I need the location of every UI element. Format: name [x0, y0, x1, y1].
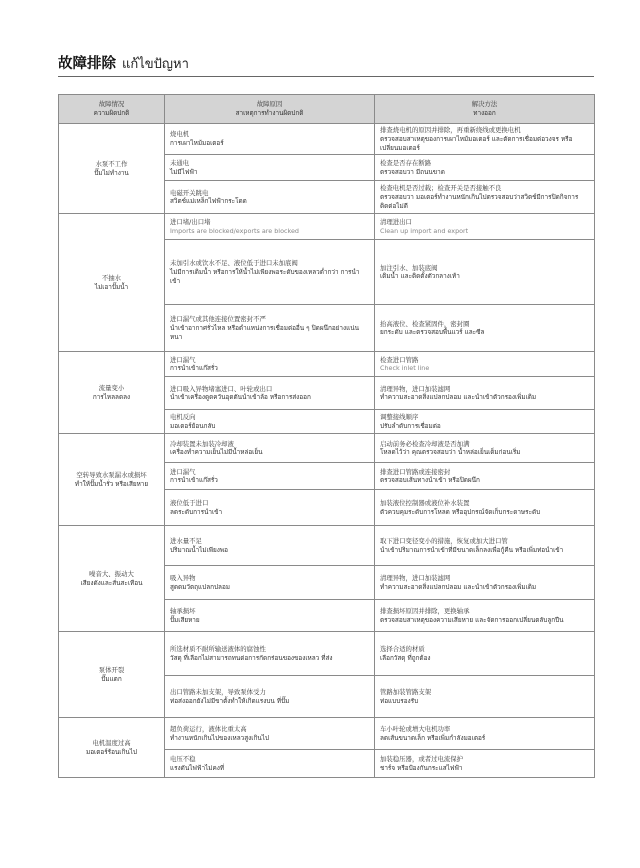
- table-row: [59, 124, 595, 155]
- solution-cell: 排查进口管路或连接密封 ตรวจสอบเส้นทางนำเข้า หรือปิดผนึก: [375, 463, 595, 490]
- cause-cell: 进口堵/出口堵 Imports are blocked/exports are blocked: [165, 214, 375, 240]
- cause-cell: 所选材质不耐所输送液体的腐蚀性 วัสดุ ที่เลือกไม่สามารถทนต่อการกัดกร่อนของของเหลว ที่ส่ง: [165, 632, 375, 676]
- solution-cell: 排查烧电机的原因并排除，再重新绕线或更换电机 ตรวจสอบสาเหตุของการเผาไหม้มอเตอร์ และตัดการเชื่อมต่อวงจร หรือเปลี่ยนมอเตอร์: [375, 124, 595, 155]
- table-row: [59, 214, 595, 240]
- cause-cell: 进口吸入异物堵塞进口、叶轮或出口 นำเข้าเครื่องดูดควันอุดตันนำเข้าล้อ หรือการส่งออก: [165, 377, 375, 410]
- table-header-row: [59, 95, 595, 124]
- fault-cell: 水泵不工作 ปั๊มไม่ทำงาน: [59, 124, 165, 214]
- solution-cell: 加装液位控制器或液位补水装置 ตัวควบคุมระดับการโหลด หรืออุปกรณ์จัดเก็บกระดาษระดับ: [375, 490, 595, 526]
- fault-cell: 不抽水 ไม่เอาปั๊มน้ำ: [59, 214, 165, 352]
- header-solution: 解决方法 ทางออก: [375, 95, 595, 124]
- title-divider: [58, 76, 594, 77]
- solution-cell: 抬高液位、检查紧固件，密封圈 ยกระดับ และตรวจสอบพื้นแวร์ และซีล: [375, 305, 595, 352]
- solution-cell: 加注引水、加装底阀 เติมน้ำ และติดตั้งตัวกลางเท้า: [375, 240, 595, 305]
- cause-cell: 出口管路未加支架，导致泵体受力 ท่อส่งออกยังไม่มีขาตั้งทำให้เกิดแรงบน ที่ปั๊ม: [165, 676, 375, 718]
- solution-cell: 检查是否存在断路 ตรวจสอบวา มีถนนขาด: [375, 155, 595, 181]
- cause-cell: 电压不稳 แรงดันไฟฟ้าไม่คงที่: [165, 750, 375, 778]
- table-row: [59, 632, 595, 676]
- cause-cell: 吸入异物 สูดดมวัตถุแปลกปลอม: [165, 566, 375, 600]
- solution-cell: 调整接线顺序 ปรับลำดับการเชื่อมต่อ: [375, 410, 595, 434]
- solution-cell: 启动前务必检查冷却液是否加满 โหลดไว้ว่า คุณตรวจสอบว่า น้ำหล่อเย็นเต็มก่อนเริ่ม: [375, 434, 595, 463]
- cause-cell: 未加引水或饮水不足、液位低于进口未加底阀 ไม่มีการเติมน้ำ หรือการให้น้ำไม่เพียงพอระดับของเหลวต่ำกว่า การนำเข้า: [165, 240, 375, 305]
- cause-cell: 轴承损坏 ปั๊มเสียหาย: [165, 600, 375, 632]
- header-fault: 故障情况 ความผิดปกติ: [59, 95, 165, 124]
- troubleshooting-table: [58, 94, 595, 778]
- fault-cell: 泵体开裂 ปั๊มแตก: [59, 632, 165, 718]
- solution-cell: 加装稳压器，或者过电流保护 ชาร์จ หรือป้องกันกระแสไฟฟ้า: [375, 750, 595, 778]
- fault-cell: 噪音大、振动大 เสียงดังและสั่นสะเทือน: [59, 526, 165, 632]
- fault-cell: 流量变小 การไหลลดลง: [59, 352, 165, 434]
- header-cause: 故障原因 สาเหตุการทำงานผิดปกติ: [165, 95, 375, 124]
- solution-cell: 车小叶轮或增大电机功率 ลดเส้นขนาดเล็ก หรือเพิ่มกำลังมอเตอร์: [375, 718, 595, 750]
- cause-cell: 烧电机 การเผาไหม้มอเตอร์: [165, 124, 375, 155]
- table-row: [59, 352, 595, 377]
- solution-cell: 清理进出口 Clean up import and export: [375, 214, 595, 240]
- fault-cell: 电机温度过高 มอเตอร์ร้อนเกินไป: [59, 718, 165, 778]
- solution-cell: 排查损坏原因并排除，更换轴承 ตรวจสอบสาเหตุของความเสียหาย และจัดการออกเปลี่ยนตลับลูกปืน: [375, 600, 595, 632]
- fault-cell: 空转导致水泵漏水或损坏 ทำให้ปั๊มน้ำรั่ว หรือเสียหาย: [59, 434, 165, 526]
- solution-cell: 检查进口管路 Check inlet line: [375, 352, 595, 377]
- table-row: [59, 526, 595, 566]
- page-title-th: แก้ไขปัญหา: [122, 57, 189, 72]
- solution-cell: 管路加装管路支架 ท่อแบบรองรับ: [375, 676, 595, 718]
- solution-cell: 取下进口变径变小的措施，恢复或加大进口管 นำเข้าปริมาณการนำเข้าที่มีขนาดเล็กลงเพื่อกู้คืน หรือเพิ่มท่อนำเข้า: [375, 526, 595, 566]
- cause-cell: 进口漏气 การนำเข้าแก๊สรั่ว: [165, 352, 375, 377]
- solution-cell: 清理异物，进口加装滤网 ทำความสะอาดสิ่งแปลกปลอม และนำเข้าตัวกรองเพิ่มเติม: [375, 566, 595, 600]
- solution-cell: 选择合适的材质 เลือกวัสดุ ที่ถูกต้อง: [375, 632, 595, 676]
- table-row: [59, 434, 595, 463]
- cause-cell: 进水量不足 ปริมาณน้ำไม่เพียงพอ: [165, 526, 375, 566]
- cause-cell: 液位低于进口 ลดระดับการนำเข้า: [165, 490, 375, 526]
- cause-cell: 电磁开关跳电 สวิตช์แม่เหล็กไฟฟ้ากระโดด: [165, 181, 375, 214]
- page-title-zh: 故障排除: [58, 56, 116, 72]
- page-title: [58, 52, 189, 74]
- cause-cell: 超负荷运行，液体比重太高 ทำงานหนักเกินไปของเหลวสูงเกินไป: [165, 718, 375, 750]
- solution-cell: 清理异物，进口加装滤网 ทำความสะอาดสิ่งแปลกปลอม และนำเข้าตัวกรองเพิ่มเติม: [375, 377, 595, 410]
- cause-cell: 冷却装置未加装冷却液 เครื่องทำความเย็นไม่มีน้ำหล่อเย็น: [165, 434, 375, 463]
- solution-cell: 检查电机是否过载；检查开关是否接触不良 ตรวจสอบวา มอเตอร์ทำงานหนักเกินไปตรวจสอบว่าสวิตช์มีการปิดกิจการติดต่อไม่ดี: [375, 181, 595, 214]
- cause-cell: 进口漏气或其他连接位置密封不严 นำเข้าอากาศรั่วไหล หรือตำแหน่งการเชื่อมต่ออื่น ๆ ปิดผนึกอย่างแน่นหนา: [165, 305, 375, 352]
- cause-cell: 进口漏气 การนำเข้าแก๊สรั่ว: [165, 463, 375, 490]
- cause-cell: 未通电 ไม่มีไฟฟ้า: [165, 155, 375, 181]
- table-row: [59, 718, 595, 750]
- cause-cell: 电机反向 มอเตอร์ย้อนกลับ: [165, 410, 375, 434]
